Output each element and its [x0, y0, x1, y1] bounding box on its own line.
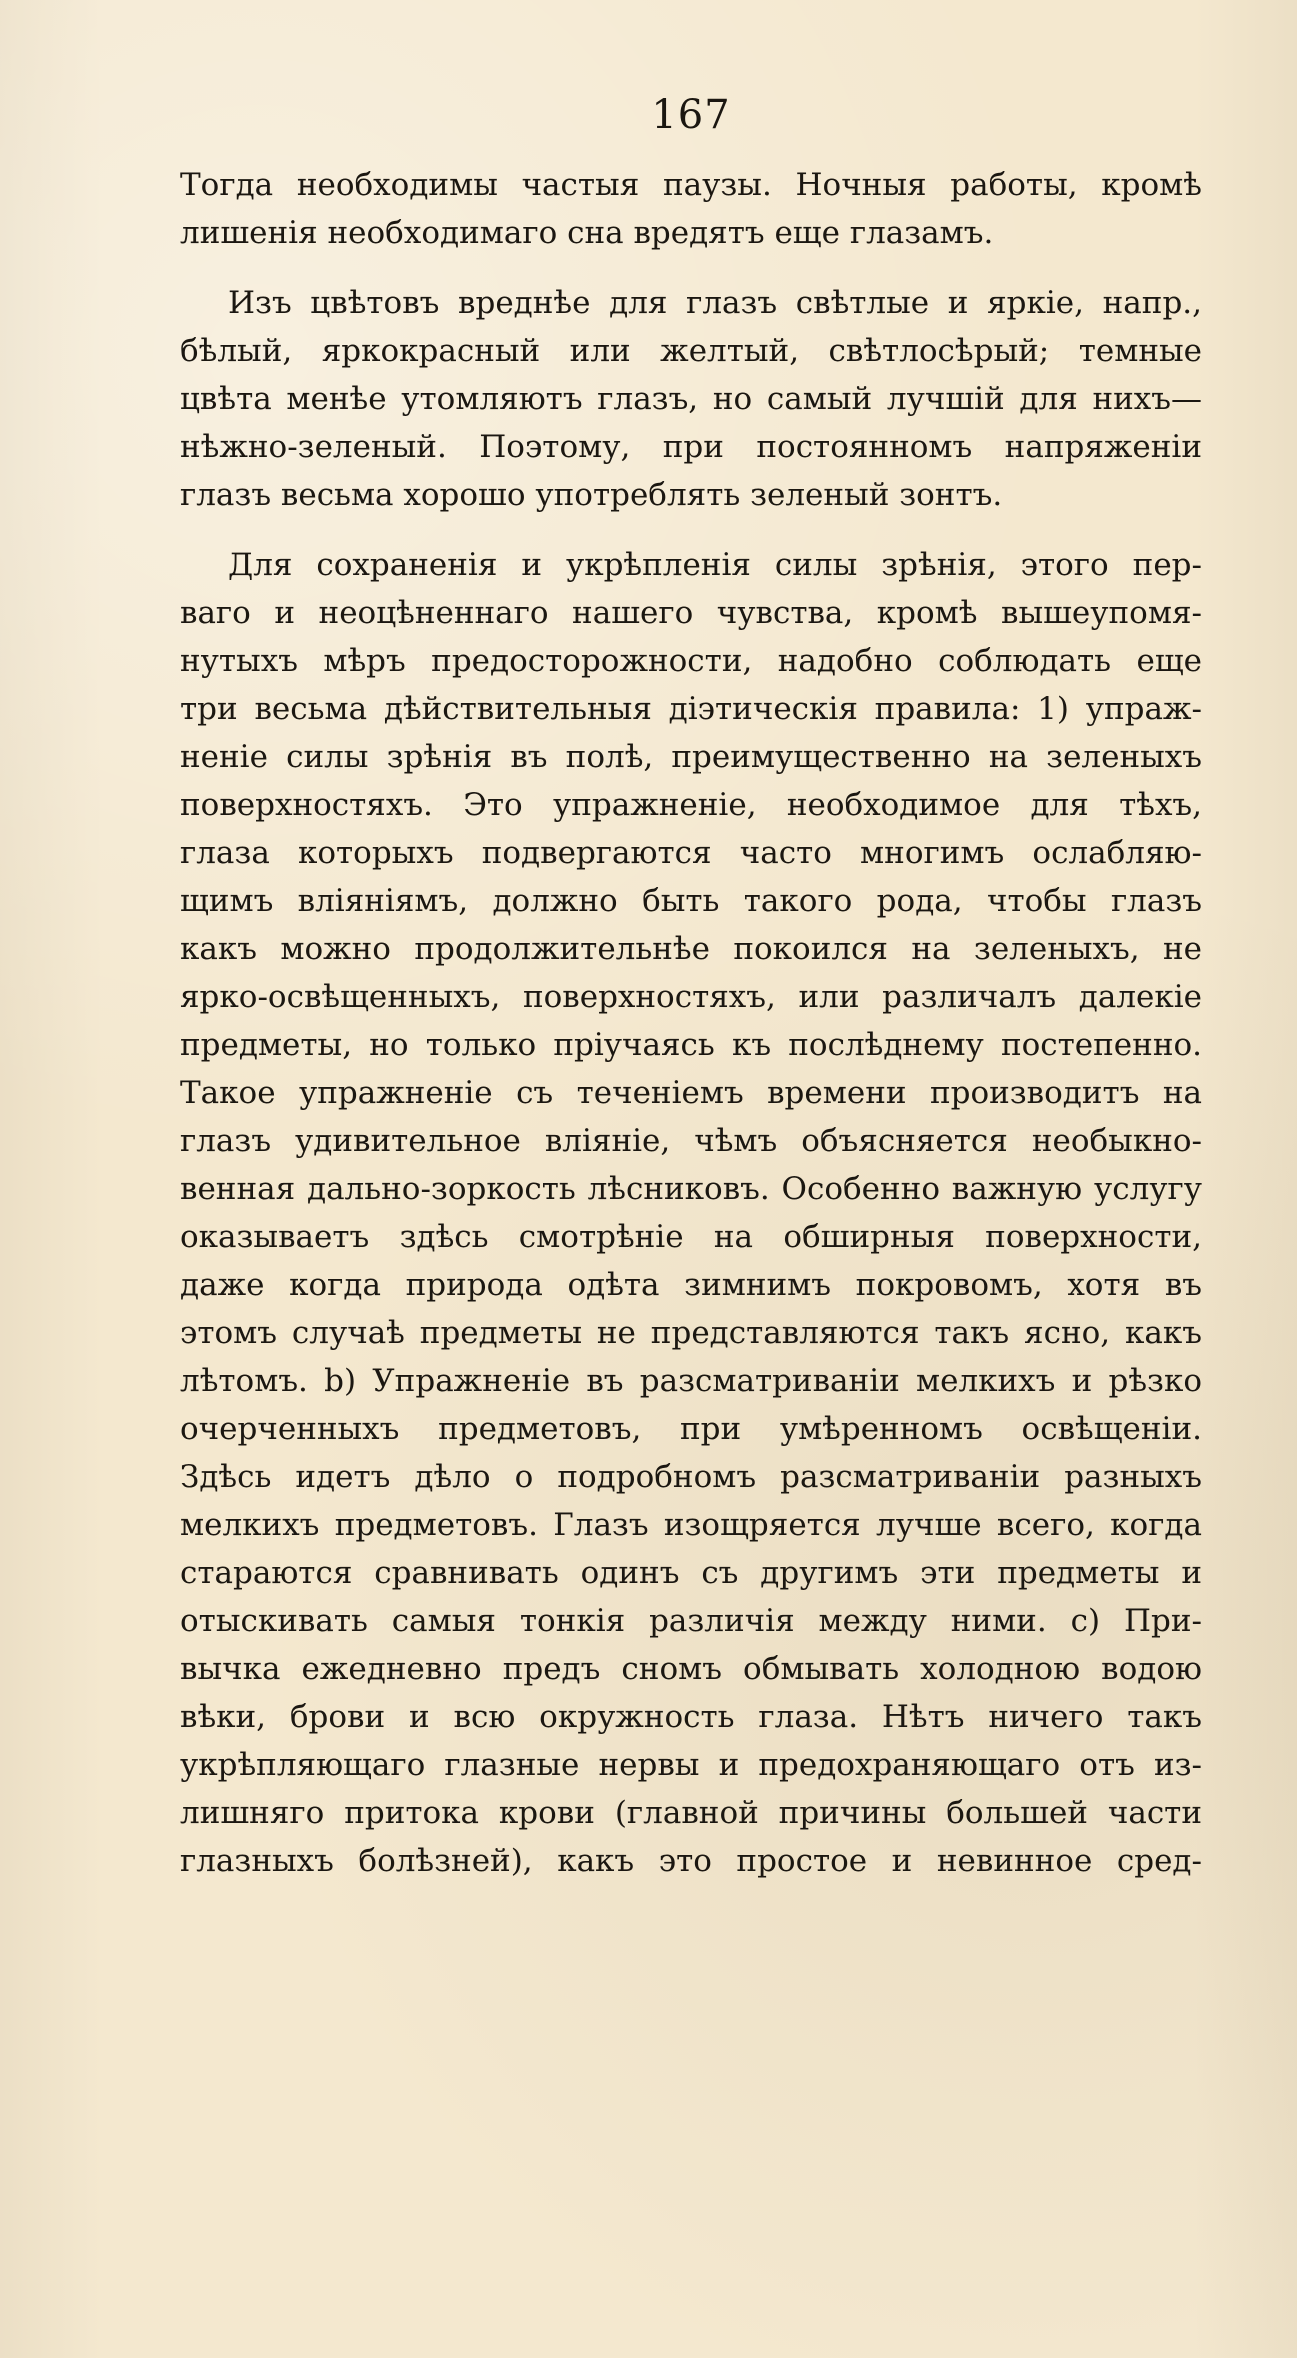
page-number: 167 [651, 92, 731, 138]
text-line: глазъ удивительное вліяніе, чѣмъ объясняется необыкно- [180, 1123, 1202, 1159]
paragraph-gap [180, 257, 1202, 279]
text-line: предметы, но только пріучаясь къ послѣднему постепенно. [180, 1027, 1202, 1063]
text-line: Здѣсь идетъ дѣло о подробномъ разсматриваніи разныхъ [180, 1459, 1202, 1495]
text-line: три весьма дѣйствительныя діэтическія правила: 1) упраж- [180, 691, 1202, 727]
text-line: глаза которыхъ подвергаются часто многимъ ослабляю- [180, 835, 1202, 871]
text-line: неніе силы зрѣнія въ полѣ, преимущественно на зеленыхъ [180, 739, 1202, 775]
text-line: этомъ случаѣ предметы не представляются такъ ясно, какъ [180, 1315, 1202, 1351]
text-line: мелкихъ предметовъ. Глазъ изощряется лучше всего, когда [180, 1507, 1202, 1543]
text-line: стараются сравнивать одинъ съ другимъ эти предметы и [180, 1555, 1202, 1591]
text-line: ваго и неоцѣненнаго нашего чувства, кромѣ вышеупомя- [180, 595, 1202, 631]
text-line: вычка ежедневно предъ сномъ обмывать холодною водою [180, 1651, 1202, 1687]
text-line: ярко-освѣщенныхъ, поверхностяхъ, или различалъ далекіе [180, 979, 1202, 1015]
text-line: оказываетъ здѣсь смотрѣніе на обширныя поверхности, [180, 1219, 1202, 1255]
text-line: вѣки, брови и всю окружность глаза. Нѣтъ ничего такъ [180, 1699, 1202, 1735]
text-line: нѣжно-зеленый. Поэтому, при постоянномъ напряженіи [180, 429, 1202, 465]
text-line: Для сохраненія и укрѣпленія силы зрѣнія, этого пер- [228, 547, 1202, 583]
text-line: лишенія необходимаго сна вредятъ еще глазамъ. [180, 215, 994, 251]
text-line: щимъ вліяніямъ, должно быть такого рода, чтобы глазъ [180, 883, 1202, 919]
text-line: укрѣпляющаго глазные нервы и предохраняющаго отъ из- [180, 1747, 1202, 1783]
body-text [180, 161, 1202, 1885]
text-line: даже когда природа одѣта зимнимъ покровомъ, хотя въ [180, 1267, 1202, 1303]
text-line: Изъ цвѣтовъ вреднѣе для глазъ свѣтлые и яркіе, напр., [228, 285, 1202, 321]
text-line: бѣлый, яркокрасный или желтый, свѣтлосѣрый; темные [180, 333, 1202, 369]
text-line: отыскивать самыя тонкія различія между ними. с) При- [180, 1603, 1202, 1639]
text-line: Тогда необходимы частыя паузы. Ночныя работы, кромѣ [180, 167, 1202, 203]
text-line: цвѣта менѣе утомляютъ глазъ, но самый лучшій для нихъ— [180, 381, 1202, 417]
text-line: лѣтомъ. b) Упражненіе въ разсматриваніи мелкихъ и рѣзко [180, 1363, 1202, 1399]
text-line: очерченныхъ предметовъ, при умѣренномъ освѣщеніи. [180, 1411, 1202, 1447]
text-line: нутыхъ мѣръ предосторожности, надобно соблюдать еще [180, 643, 1202, 679]
text-line: глазъ весьма хорошо употреблять зеленый зонтъ. [180, 477, 1003, 513]
text-line: какъ можно продолжительнѣе покоился на зеленыхъ, не [180, 931, 1202, 967]
text-line: лишняго притока крови (главной причины большей части [180, 1795, 1202, 1831]
text-line: Такое упражненіе съ теченіемъ времени производитъ на [180, 1075, 1202, 1111]
text-line: поверхностяхъ. Это упражненіе, необходимое для тѣхъ, [180, 787, 1202, 823]
paragraph-gap [180, 519, 1202, 541]
text-line: венная дально-зоркость лѣсниковъ. Особенно важную услугу [180, 1171, 1202, 1207]
text-line: глазныхъ болѣзней), какъ это простое и невинное сред- [180, 1843, 1202, 1879]
